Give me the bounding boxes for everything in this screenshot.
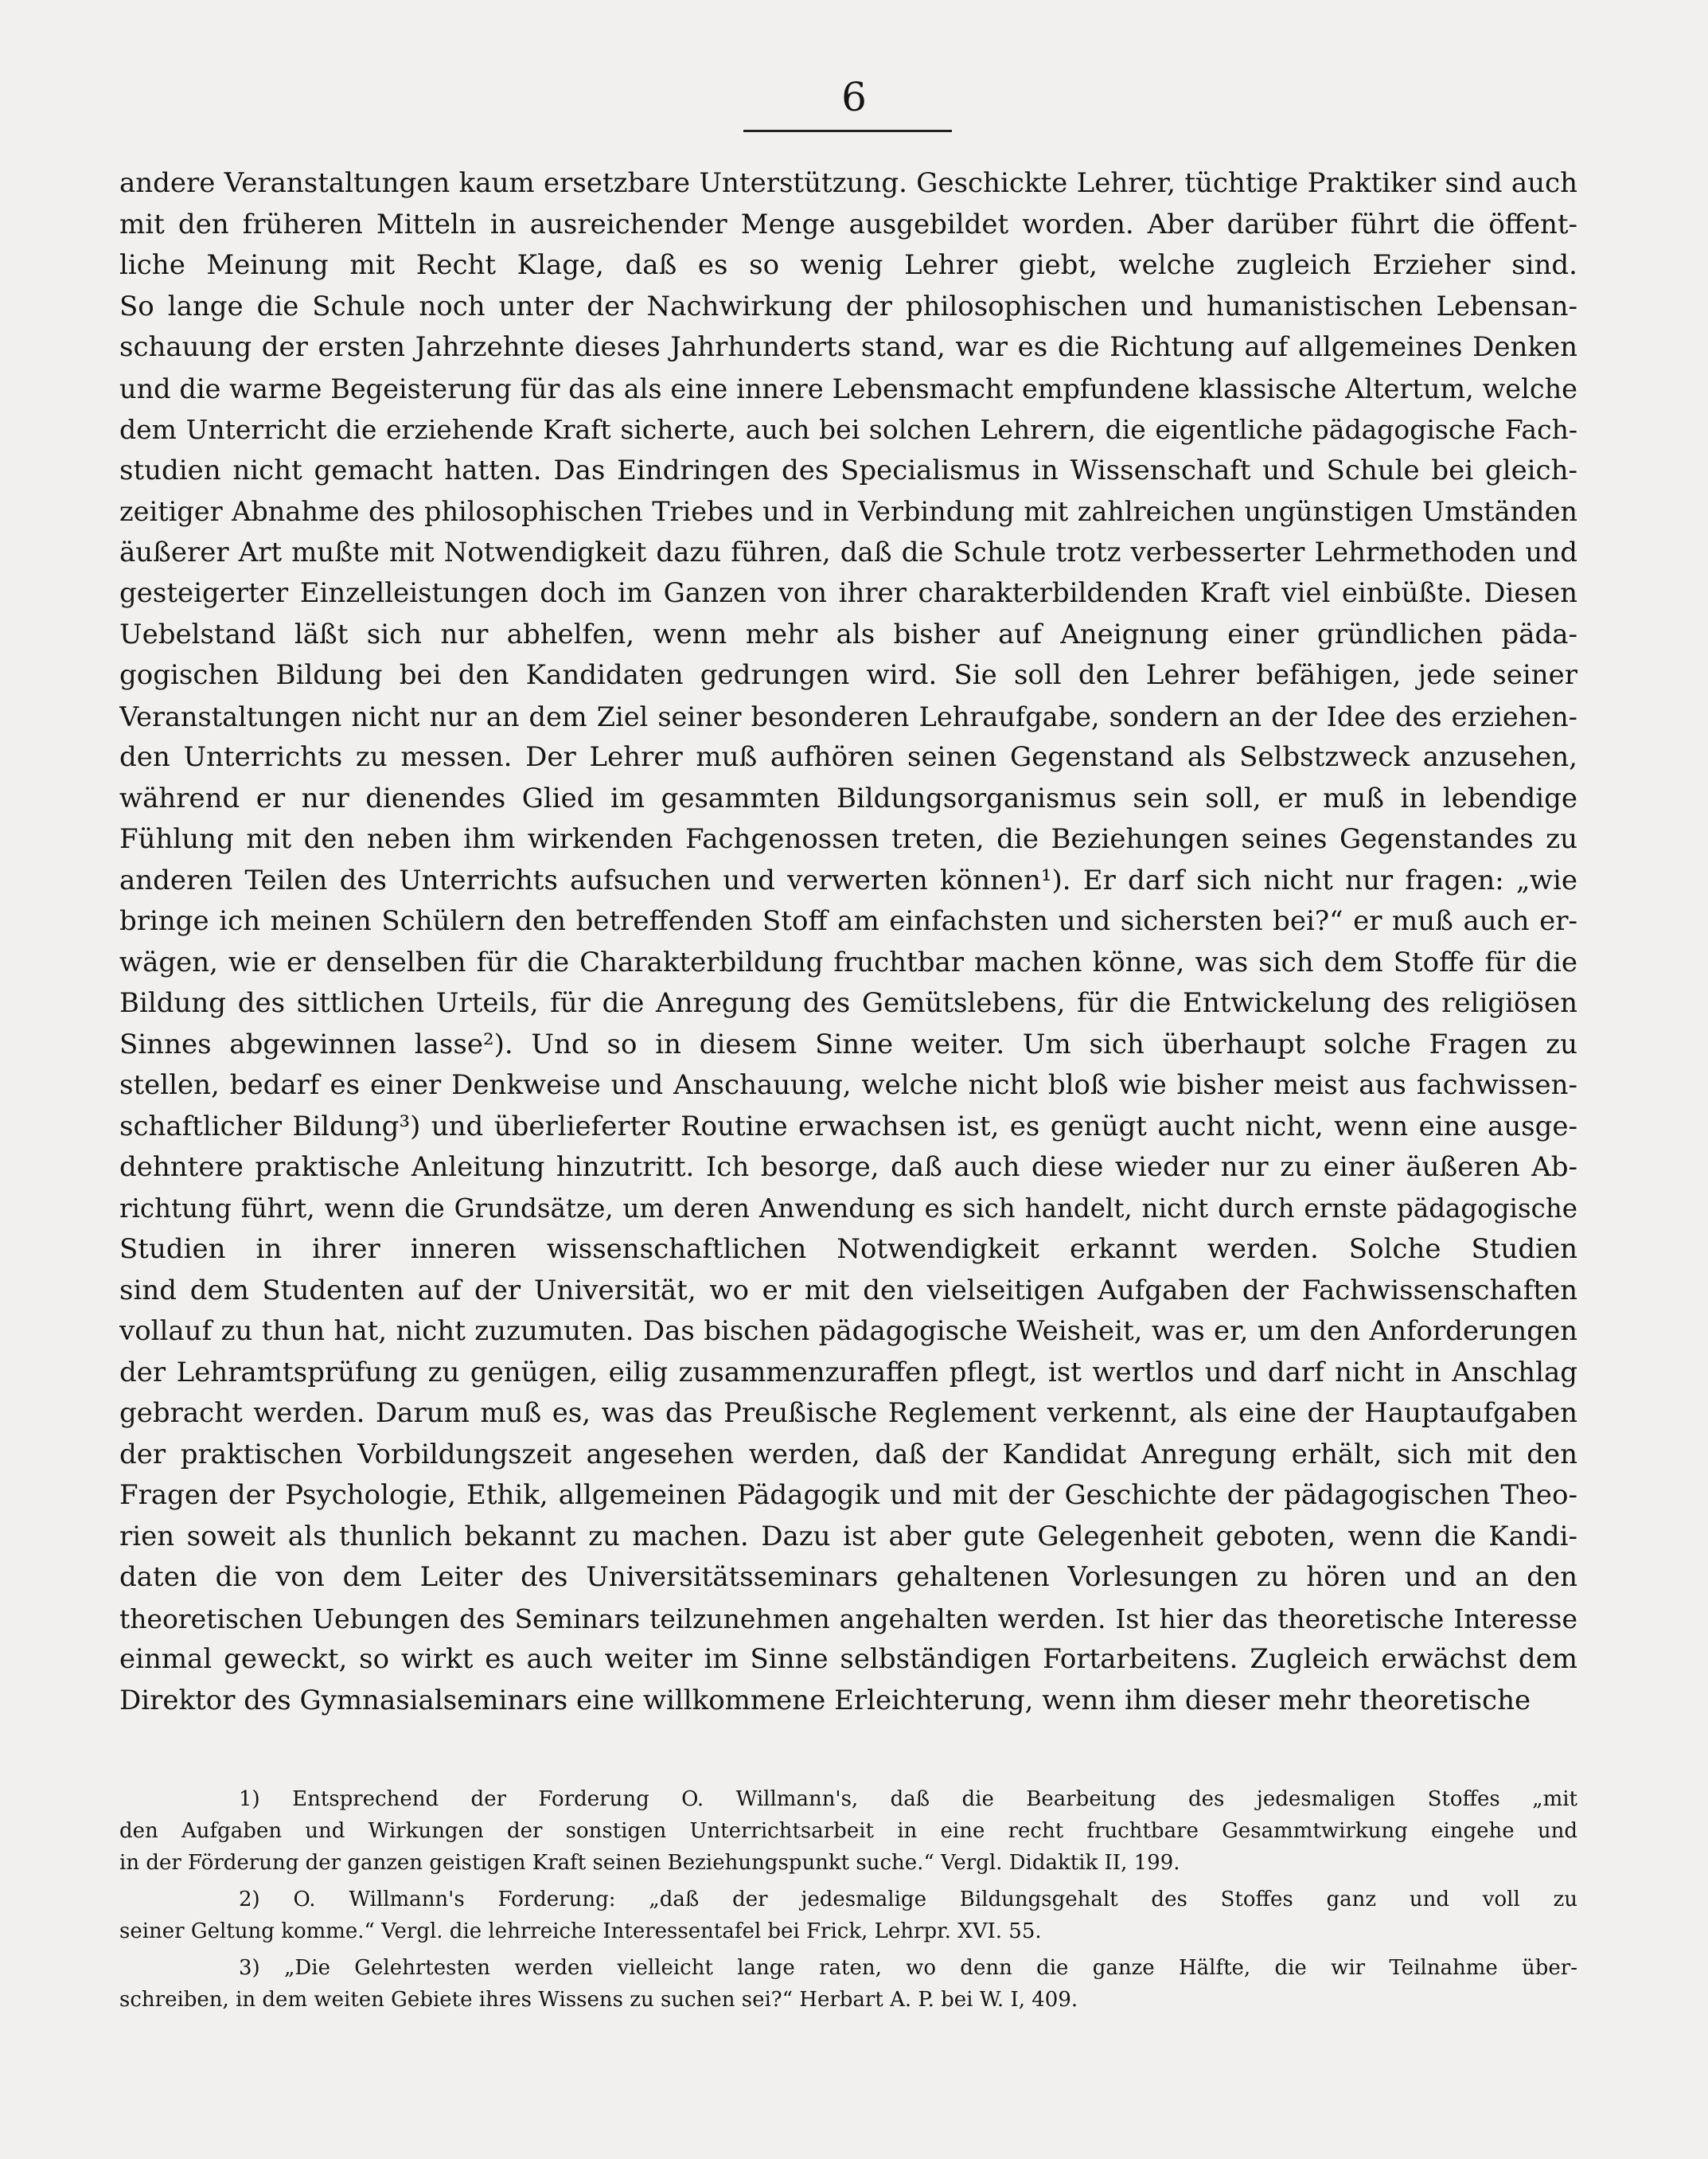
footnote-2	[119, 1884, 1577, 1947]
body-line: richtung führt, wenn die Grundsätze, um deren Anwendung es sich handelt, nicht durch ernste pädagogische	[119, 1193, 1577, 1224]
body-line: Sinnes abgewinnen lasse²). Und so in diesem Sinne weiter. Um sich überhaupt solche Fragen zu	[119, 1028, 1577, 1060]
body-line: Uebelstand läßt sich nur abhelfen, wenn mehr als bisher auf Aneignung einer gründlichen päda-	[119, 618, 1577, 650]
footnote-line: 1) Entsprechend der Forderung O. Willmann's, daß die Bearbeitung des jedesmaligen Stoffes „mit	[239, 1787, 1577, 1811]
body-line: studien nicht gemacht hatten. Das Eindringen des Specialismus in Wissenschaft und Schule bei gleich-	[119, 454, 1577, 486]
footnote-line: 2) O. Willmann's Forderung: „daß der jedesmalige Bildungsgehalt des Stoffes ganz und voll zu	[239, 1888, 1577, 1911]
body-line: gesteigerter Einzelleistungen doch im Ganzen von ihrer charakterbildenden Kraft viel einbüßte. Diesen	[119, 577, 1577, 609]
body-line: Studien in ihrer inneren wissenschaftlichen Notwendigkeit erkannt werden. Solche Studien	[119, 1233, 1577, 1265]
body-line: Veranstaltungen nicht nur an dem Ziel seiner besonderen Lehraufgabe, sondern an der Idee des erziehen-	[119, 701, 1577, 732]
body-line: dehntere praktische Anleitung hinzutritt. Ich besorge, daß auch diese wieder nur zu einer äußeren Ab-	[119, 1151, 1577, 1183]
body-line: den Unterrichts zu messen. Der Lehrer muß aufhören seinen Gegenstand als Selbstzweck anzusehen,	[119, 741, 1577, 773]
body-line: andere Veranstaltungen kaum ersetzbare Unterstützung. Geschickte Lehrer, tüchtige Praktiker sind auch	[119, 167, 1577, 199]
body-line: und die warme Begeisterung für das als eine innere Lebensmacht empfundene klassische Altertum, welche	[119, 373, 1577, 404]
body-line: liche Meinung mit Recht Klage, daß es so wenig Lehrer giebt, welche zugleich Erzieher sind.	[119, 249, 1577, 281]
body-line: daten die von dem Leiter des Universitätsseminars gehaltenen Vorlesungen zu hören und an den	[119, 1561, 1577, 1593]
body-text	[119, 163, 1577, 1721]
footnote-line: seiner Geltung komme.“ Vergl. die lehrreiche Interessentafel bei Frick, Lehrpr. XVI. 55.	[119, 1919, 1042, 1943]
body-line: rien soweit als thunlich bekannt zu machen. Dazu ist aber gute Gelegenheit geboten, wenn die Kandi-	[119, 1520, 1577, 1552]
body-line: Fragen der Psychologie, Ethik, allgemeinen Pädagogik und mit der Geschichte der pädagogischen Theo-	[119, 1479, 1577, 1511]
header-rule	[743, 130, 952, 132]
footnote-1	[119, 1783, 1577, 1879]
body-line: gogischen Bildung bei den Kandidaten gedrungen wird. Sie soll den Lehrer befähigen, jede seiner	[119, 659, 1577, 691]
footnote-line: in der Förderung der ganzen geistigen Kraft seinen Beziehungspunkt suche.“ Vergl. Didaktik II, 199.	[119, 1851, 1180, 1875]
body-line: gebracht werden. Darum muß es, was das Preußische Reglement verkennt, als eine der Hauptaufgaben	[119, 1397, 1577, 1429]
body-line: Fühlung mit den neben ihm wirkenden Fachgenossen treten, die Beziehungen seines Gegenstandes zu	[119, 823, 1577, 855]
body-line: dem Unterricht die erziehende Kraft sicherte, auch bei solchen Lehrern, die eigentliche pädagogische Fach-	[119, 414, 1577, 445]
body-line: der Lehramtsprüfung zu genügen, eilig zusammenzuraffen pflegt, ist wertlos und darf nicht in Anschlag	[119, 1356, 1577, 1388]
body-line: äußerer Art mußte mit Notwendigkeit dazu führen, daß die Schule trotz verbesserter Lehrmethoden und	[119, 536, 1577, 568]
body-line: mit den früheren Mitteln in ausreichender Menge ausgebildet worden. Aber darüber führt die öffent-	[119, 208, 1577, 240]
body-line: sind dem Studenten auf der Universität, wo er mit den vielseitigen Aufgaben der Fachwissenschaften	[119, 1274, 1577, 1306]
body-line: zeitiger Abnahme des philosophischen Triebes und in Verbindung mit zahlreichen ungünstigen Umständen	[119, 496, 1577, 527]
body-line: einmal geweckt, so wirkt es auch weiter im Sinne selbständigen Fortarbeitens. Zugleich erwächst dem	[119, 1643, 1577, 1675]
body-line: bringe ich meinen Schülern den betreffenden Stoff am einfachsten und sichersten bei?“ er muß auch er-	[119, 905, 1577, 937]
footnote-line: 3) „Die Gelehrtesten werden vielleicht lange raten, wo denn die ganze Hälfte, die wir Teilnahme über-	[239, 1956, 1577, 1980]
body-line: der praktischen Vorbildungszeit angesehen werden, daß der Kandidat Anregung erhält, sich mit den	[119, 1438, 1577, 1470]
body-line: Bildung des sittlichen Urteils, für die Anregung des Gemütslebens, für die Entwickelung des religiösen	[119, 987, 1577, 1019]
body-line: Direktor des Gymnasialseminars eine willkommene Erleichterung, wenn ihm dieser mehr theoretische	[119, 1684, 1531, 1716]
footnote-3	[119, 1952, 1577, 2016]
page-number: 6	[841, 74, 867, 120]
body-line: anderen Teilen des Unterrichts aufsuchen und verwerten können¹). Er darf sich nicht nur fragen: „wie	[119, 864, 1577, 896]
footnote-line: den Aufgaben und Wirkungen der sonstigen Unterrichtsarbeit in eine recht fruchtbare Gesammtwirkung eingehe und	[119, 1819, 1577, 1843]
footnote-line: schreiben, in dem weiten Gebiete ihres Wissens zu suchen sei?“ Herbart A. P. bei W. I, 409.	[119, 1988, 1078, 2012]
body-line: während er nur dienendes Glied im gesammten Bildungsorganismus sein soll, er muß in lebendige	[119, 782, 1577, 814]
footnotes	[119, 1783, 1577, 2016]
body-line: schaftlicher Bildung³) und überlieferter Routine erwachsen ist, es genügt aucht nicht, wenn eine ausge-	[119, 1110, 1577, 1142]
body-line: theoretischen Uebungen des Seminars teilzunehmen angehalten werden. Ist hier das theoretische Interesse	[119, 1603, 1577, 1634]
body-line: schauung der ersten Jahrzehnte dieses Jahrhunderts stand, war es die Richtung auf allgemeines Denken	[119, 331, 1577, 363]
body-line: vollauf zu thun hat, nicht zuzumuten. Das bischen pädagogische Weisheit, was er, um den Anforderungen	[119, 1315, 1577, 1347]
body-line: So lange die Schule noch unter der Nachwirkung der philosophischen und humanistischen Lebensan-	[119, 290, 1577, 322]
body-line: wägen, wie er denselben für die Charakterbildung fruchtbar machen könne, was sich dem Stoffe für die	[119, 946, 1577, 978]
body-line: stellen, bedarf es einer Denkweise und Anschauung, welche nicht bloß wie bisher meist aus fachwissen-	[119, 1069, 1577, 1101]
